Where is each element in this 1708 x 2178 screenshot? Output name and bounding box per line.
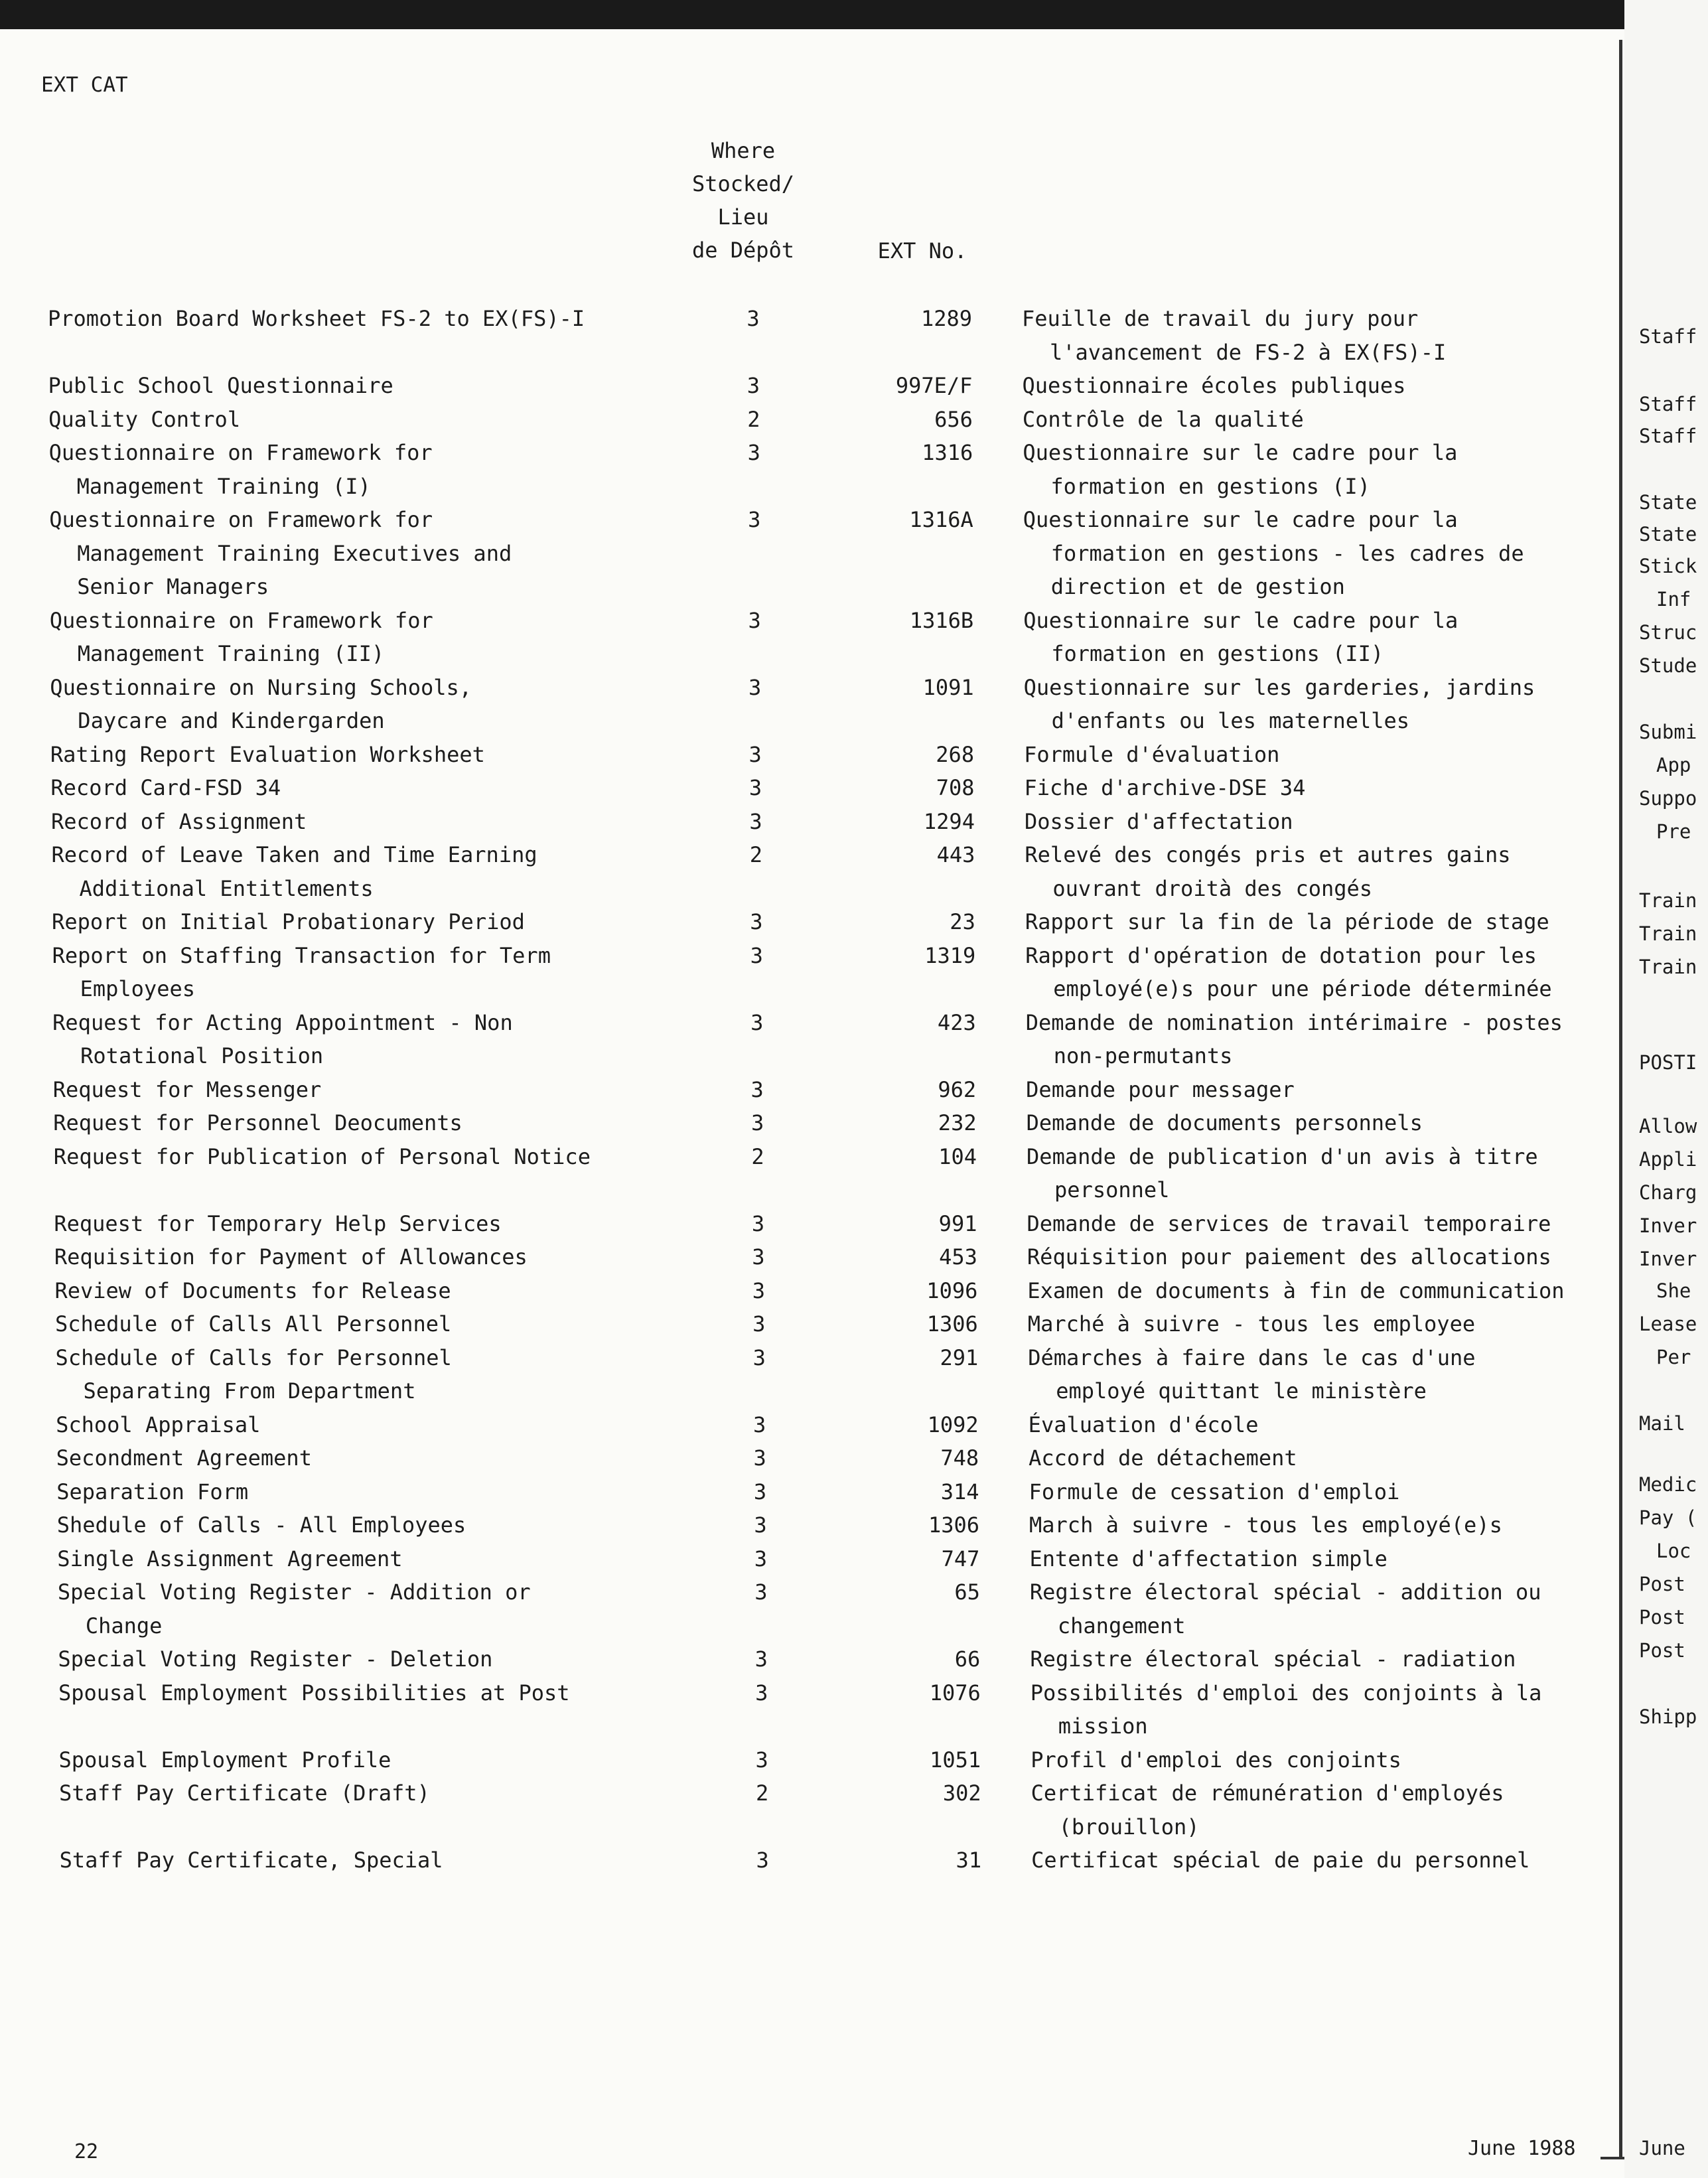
adjacent-page-fragment: Stude [1639,654,1697,677]
english-title-line: Daycare and Kindergarden [78,708,385,733]
where-stocked-cell: 3 [749,808,762,834]
adjacent-page-fragment: POSTI [1639,1051,1697,1074]
header-stocked-line: Where [711,138,776,163]
french-title-line: Registre électoral spécial - addition ou [1029,1579,1541,1605]
french-title [1023,604,1607,671]
english-title [50,604,667,671]
french-title-line: formation en gestions (II) [1051,641,1384,666]
french-title-line: personnel [1054,1177,1170,1202]
adjacent-page-fragment: Post [1639,1639,1685,1662]
ext-number-cell: 991 [938,1210,977,1236]
where-stocked-cell: 3 [748,741,762,767]
adjacent-page-fragment: Inver [1639,1214,1697,1237]
english-title-line: Questionnaire on Framework for [49,507,433,532]
english-title [52,939,670,1006]
where-stocked-cell: 2 [755,1780,769,1806]
french-title [1022,302,1606,369]
english-title [52,1006,670,1073]
page-label: EXT CAT [41,73,128,97]
french-title [1025,805,1608,839]
french-title-line: Évaluation d'école [1028,1412,1259,1437]
where-stocked-cell: 3 [748,775,762,800]
french-title-line: Registre électoral spécial - radiation [1030,1646,1516,1672]
ext-number-cell: 1316 [922,440,973,465]
french-title-line: Formule d'évaluation [1024,741,1280,767]
french-title [1028,1307,1612,1341]
french-title-line: d'enfants ou les maternelles [1051,708,1410,733]
english-title [54,1240,672,1274]
french-title-line: Questionnaire sur le cadre pour la [1023,440,1458,465]
french-title-line: Rapport d'opération de dotation pour les [1025,942,1537,968]
french-title [1031,1676,1614,1743]
french-title-line: Questionnaire sur le cadre pour la [1023,507,1458,532]
english-title-line: Change [85,1613,163,1638]
english-title-line: Shedule of Calls - All Employees [56,1512,466,1538]
english-title-line: Requisition for Payment of Allowances [54,1244,528,1270]
adjacent-page-fragment: Loc [1656,1540,1691,1562]
adjacent-page-fragment: Per [1656,1346,1691,1368]
french-title [1028,1341,1612,1408]
french-title [1030,1575,1614,1642]
english-title-line: Separation Form [56,1479,249,1504]
where-stocked-cell: 3 [752,1344,766,1370]
french-title-line: changement [1057,1613,1186,1638]
english-title [53,1106,670,1140]
where-stocked-cell: 3 [752,1244,765,1270]
french-title [1029,1508,1613,1542]
adjacent-page-fragment: Train [1639,922,1697,945]
adjacent-page-fragment: Staff [1639,425,1697,447]
english-title-line: Staff Pay Certificate (Draft) [59,1780,430,1806]
where-stocked-cell: 3 [755,1747,768,1773]
english-title-line: Request for Temporary Help Services [54,1210,502,1236]
table-row [0,302,1619,369]
where-stocked-cell: 3 [747,440,760,465]
table-row [0,1844,1619,1877]
french-title-line: Démarches à faire dans le cas d'une [1028,1344,1476,1370]
english-title-line: Senior Managers [77,574,269,599]
french-title [1023,403,1606,437]
adjacent-page-fragment: Shipp [1639,1706,1697,1728]
ext-number-cell: 1319 [924,942,976,968]
english-title-line: Rating Report Evaluation Worksheet [50,741,485,767]
ext-number-cell: 66 [954,1646,981,1672]
english-title [56,1408,673,1442]
ext-number-cell: 1091 [922,674,974,700]
table-row [0,771,1619,805]
adjacent-page-fragment: Suppo [1639,787,1697,810]
adjacent-page-fragment: State [1639,491,1697,514]
english-title [56,1441,674,1475]
english-title [54,1140,671,1174]
english-title [59,1777,676,1810]
english-title-line: Additional Entitlements [79,875,374,901]
french-title [1027,1207,1610,1241]
french-title [1024,671,1608,738]
french-title [1026,1073,1610,1107]
french-title-line: formation en gestions - les cadres de [1050,540,1524,566]
table-row [0,1777,1619,1844]
where-stocked-cell: 3 [750,909,763,934]
english-title [59,1743,676,1777]
french-title [1022,369,1606,403]
english-title-line: Management Training Executives and [77,540,512,566]
ext-number-cell: 443 [936,842,975,867]
header-where-stocked [670,134,816,267]
table-row [0,1274,1619,1308]
adjacent-page-fragment: Train [1639,889,1697,912]
english-title [49,436,666,503]
table-row [0,403,1619,437]
adjacent-page-fragment: Inf [1656,588,1691,611]
ext-number-cell: 1289 [920,306,972,331]
ext-number-cell: 302 [942,1780,981,1806]
french-title-line: Demande de nomination intérimaire - postes [1025,1009,1563,1035]
french-title-line: ouvrant droità des congés [1052,875,1373,901]
table-row [0,738,1619,772]
adjacent-page-fragment: Submi [1639,721,1697,743]
ext-number-cell: 656 [934,406,973,432]
english-title-line: Special Voting Register - Addition or [57,1579,531,1605]
english-title-line: Management Training (II) [77,641,385,666]
english-title [53,1073,670,1107]
french-title [1030,1642,1614,1676]
english-title-line: Staff Pay Certificate, Special [59,1848,443,1873]
adjacent-page-fragment: Allow [1639,1115,1697,1137]
table-row [0,1575,1619,1642]
where-stocked-cell: 3 [752,1311,766,1337]
ext-number-cell: 708 [936,775,975,800]
english-title-line: Schedule of Calls All Personnel [55,1311,452,1337]
where-stocked-cell: 3 [750,1009,764,1035]
english-title-line: Report on Initial Probationary Period [52,909,525,934]
adjacent-page-fragment: Train [1639,956,1697,978]
french-title-line: Feuille de travail du jury pour [1022,306,1419,331]
english-title-line: Questionnaire on Nursing Schools, [50,674,472,700]
ext-number-cell: 1096 [926,1277,978,1303]
table-row [0,905,1619,939]
english-title-line: Record of Assignment [50,808,307,834]
english-title [48,369,666,403]
english-title-line: Questionnaire on Framework for [48,440,433,465]
french-title-line: Réquisition pour paiement des allocations [1027,1244,1551,1270]
adjacent-page-fragment: June [1639,2137,1685,2159]
adjacent-page-fragment: She [1656,1279,1691,1302]
adjacent-page-fragment: Post [1639,1573,1685,1595]
table-row [0,1441,1619,1475]
table-row [0,1508,1619,1542]
english-title [57,1542,674,1576]
english-title [52,838,669,905]
ext-number-cell: 747 [941,1546,980,1571]
french-title-line: Demande de publication d'un avis à titre [1027,1143,1538,1169]
french-title [1025,838,1608,905]
french-title-line: employé quittant le ministère [1056,1378,1427,1404]
where-stocked-cell: 3 [756,1848,769,1873]
ext-number-cell: 453 [939,1244,977,1270]
ext-number-cell: 748 [940,1445,979,1471]
adjacent-page-fragment: Struc [1639,621,1697,644]
english-title [55,1307,672,1341]
french-title [1029,1441,1612,1475]
english-title-line: Single Assignment Agreement [57,1546,403,1571]
french-title-line: Examen de documents à fin de communication [1027,1277,1565,1303]
french-title-line: Certificat de rémunération d'employés [1031,1780,1504,1806]
english-title [60,1844,677,1877]
english-title [58,1642,675,1676]
where-stocked-cell: 3 [748,607,761,633]
adjacent-page-fragment: Pre [1656,820,1691,843]
english-title [49,503,666,604]
french-title [1026,1006,1610,1073]
english-title [48,403,666,437]
table-row [0,1240,1619,1274]
where-stocked-cell: 3 [753,1479,767,1504]
table-row [0,1542,1619,1576]
french-title-line: Entente d'affectation simple [1029,1546,1388,1571]
where-stocked-cell: 3 [754,1512,767,1538]
french-title-line: Formule de cessation d'emploi [1029,1479,1400,1504]
french-title-line: direction et de gestion [1050,574,1345,599]
ext-number-cell: 1076 [929,1680,981,1706]
french-title [1023,436,1606,503]
english-title [52,905,669,939]
ext-number-cell: 314 [940,1479,979,1504]
french-title [1025,771,1608,805]
where-stocked-cell: 3 [755,1680,768,1706]
english-title [50,671,667,738]
french-title [1031,1743,1614,1777]
ext-number-cell: 1306 [926,1311,978,1337]
table-row [0,436,1619,503]
english-title-line: Special Voting Register - Deletion [58,1646,493,1672]
table-row [0,369,1619,403]
english-title [51,805,668,839]
table-row [0,1307,1619,1341]
english-title-line: Secondment Agreement [56,1445,312,1471]
french-title [1031,1777,1615,1844]
english-title-line: Questionnaire on Framework for [49,607,433,633]
adjacent-page-fragment: Staff [1639,325,1697,348]
table-row [0,1140,1619,1207]
where-stocked-cell: 3 [750,1076,764,1102]
ext-number-cell: 232 [938,1110,977,1135]
table-row [0,1341,1619,1408]
header-stocked-line: Stocked/ [691,171,795,196]
french-title [1027,1140,1610,1207]
ext-number-cell: 23 [950,909,975,934]
french-title-line: employé(e)s pour une période déterminée [1053,976,1552,1001]
where-stocked-cell: 3 [752,1277,765,1303]
english-title [54,1274,672,1308]
table-row [0,1006,1619,1073]
adjacent-page-fragment: Appli [1639,1148,1697,1171]
ext-number-cell: 291 [940,1344,979,1370]
english-title-line: Spousal Employment Profile [58,1747,391,1773]
header-ext-no: EXT No. [877,238,967,263]
french-title [1027,1106,1610,1140]
ext-number-cell: 31 [956,1848,982,1873]
adjacent-page-fragment: Inver [1639,1248,1697,1270]
french-title-line: Rapport sur la fin de la période de stage [1025,909,1549,934]
english-title-line: Public School Questionnaire [48,373,393,398]
french-title [1023,503,1607,604]
french-title [1029,1408,1612,1442]
ext-number-cell: 104 [938,1143,977,1169]
where-stocked-cell: 3 [754,1646,768,1672]
page-binding-line [1619,40,1622,2157]
where-stocked-cell: 3 [751,1210,765,1236]
ext-number-cell: 962 [938,1076,977,1102]
where-stocked-cell: 3 [747,373,760,398]
ext-number-cell: 1294 [923,808,975,834]
english-title [56,1475,674,1509]
french-title-line: Possibilités d'emploi des conjoints à la [1030,1680,1542,1706]
english-title [57,1508,674,1542]
english-title [48,302,665,336]
table-row [0,1073,1619,1107]
table-row [0,1207,1619,1241]
french-title-line: Questionnaire écoles publiques [1022,373,1406,398]
english-title-line: Request for Messenger [52,1076,322,1102]
ext-number-cell: 65 [954,1579,980,1605]
where-stocked-cell: 3 [753,1445,766,1471]
english-title-line: Record of Leave Taken and Time Earning [51,842,537,867]
english-title [50,771,668,805]
where-stocked-cell: 3 [753,1412,766,1437]
table-row [0,1642,1619,1676]
table-row [0,805,1619,839]
ext-number-cell: 423 [937,1009,976,1035]
footer-date: June 1988 [1468,2137,1576,2160]
table-row [0,1106,1619,1140]
english-title-line: Report on Staffing Transaction for Term [52,942,551,968]
english-title-line: Schedule of Calls for Personnel [55,1344,452,1370]
english-title [50,738,668,772]
adjacent-page-fragment: Mail [1639,1412,1685,1435]
adjacent-page-fragment: Medic [1639,1473,1697,1496]
ext-number-cell: 1306 [928,1512,979,1538]
ext-number-cell: 1316A [909,507,973,532]
french-title [1025,939,1609,1006]
french-title-line: Profil d'emploi des conjoints [1031,1747,1401,1773]
english-title [54,1207,671,1241]
english-title-line: School Appraisal [56,1412,261,1437]
english-title-line: Request for Publication of Personal Notice [53,1143,591,1169]
table-row [0,1475,1619,1509]
table-row [0,1743,1619,1777]
ext-number-cell: 268 [936,741,975,767]
french-title-line: (brouillon) [1058,1814,1200,1840]
ext-number-cell: 997E/F [895,373,973,398]
french-title-line: Questionnaire sur les garderies, jardins [1023,674,1535,700]
french-title-line: Fiche d'archive-DSE 34 [1024,775,1306,800]
english-title-line: Rotational Position [80,1043,324,1068]
english-title [58,1676,676,1710]
adjacent-page-fragment: App [1656,754,1691,776]
french-title-line: Demande de services de travail temporaire [1027,1210,1551,1236]
adjacent-page-fragment: Post [1639,1606,1685,1629]
page-number: 22 [74,2140,99,2163]
ext-number-cell: 1092 [927,1412,979,1437]
where-stocked-cell: 3 [747,306,760,331]
english-title-line: Employees [80,976,195,1001]
english-title-line: Request for Acting Appointment - Non [52,1009,513,1035]
french-title-line: Dossier d'affectation [1024,808,1293,834]
adjacent-page-fragment: Lease [1639,1313,1697,1335]
table-row [0,1408,1619,1442]
french-title-line: non-permutants [1053,1043,1233,1068]
english-title-line: Promotion Board Worksheet FS-2 to EX(FS)-I [48,306,585,331]
french-title-line: Questionnaire sur le cadre pour la [1023,607,1459,633]
french-title-line: Marché à suivre - tous les employee [1027,1311,1476,1337]
english-title-line: Quality Control [48,406,241,432]
adjacent-page-fragment: Stick [1639,555,1697,577]
where-stocked-cell: 3 [754,1546,768,1571]
where-stocked-cell: 2 [749,842,763,867]
adjacent-page-fragment: Staff [1639,393,1697,415]
english-title-line: Review of Documents for Release [54,1277,451,1303]
french-title-line: mission [1058,1713,1148,1739]
adjacent-page-fragment: Charg [1639,1181,1697,1204]
english-title [58,1575,675,1642]
header-stocked-line: de Dépôt [691,238,795,263]
english-title [56,1341,673,1408]
french-title-line: Relevé des congés pris et autres gains [1025,842,1511,867]
adjacent-page-fragment: Pay ( [1639,1506,1697,1529]
french-title [1024,738,1608,772]
french-title-line: l'avancement de FS-2 à EX(FS)-I [1050,339,1447,365]
where-stocked-cell: 3 [748,674,762,700]
table-row [0,671,1619,738]
english-title-line: Management Training (I) [76,473,371,499]
french-title-line: Certificat spécial de paie du personnel [1031,1848,1530,1873]
where-stocked-cell: 3 [750,942,763,968]
french-title [1029,1475,1613,1509]
table-row [0,838,1619,905]
where-stocked-cell: 3 [754,1579,768,1605]
header-stocked-line: Lieu [717,204,769,230]
where-stocked-cell: 3 [748,507,761,532]
french-title-line: Demande de documents personnels [1026,1110,1423,1135]
english-title-line: Spousal Employment Possibilities at Post [58,1680,570,1706]
table-row [0,604,1619,671]
french-title [1025,905,1609,939]
french-title-line: formation en gestions (I) [1050,473,1370,499]
table-row [0,503,1619,604]
english-title-line: Separating From Department [83,1378,416,1404]
french-title-line: March à suivre - tous les employé(e)s [1029,1512,1502,1538]
adjacent-page-fragment: State [1639,523,1697,545]
table-row [0,1676,1619,1743]
french-title-line: Demande pour messager [1026,1076,1295,1102]
ext-number-cell: 1316B [909,607,974,633]
french-title-line: Contrôle de la qualité [1022,406,1304,432]
english-title-line: Record Card-FSD 34 [50,775,281,800]
where-stocked-cell: 2 [751,1143,764,1169]
french-title [1027,1274,1611,1308]
french-title [1027,1240,1611,1274]
where-stocked-cell: 3 [750,1110,764,1135]
french-title [1029,1542,1613,1576]
french-title [1031,1844,1615,1877]
where-stocked-cell: 2 [747,406,760,432]
english-title-line: Request for Personnel Deocuments [53,1110,463,1135]
table-row [0,939,1619,1006]
french-title-line: Accord de détachement [1029,1445,1297,1471]
ext-number-cell: 1051 [930,1747,981,1773]
